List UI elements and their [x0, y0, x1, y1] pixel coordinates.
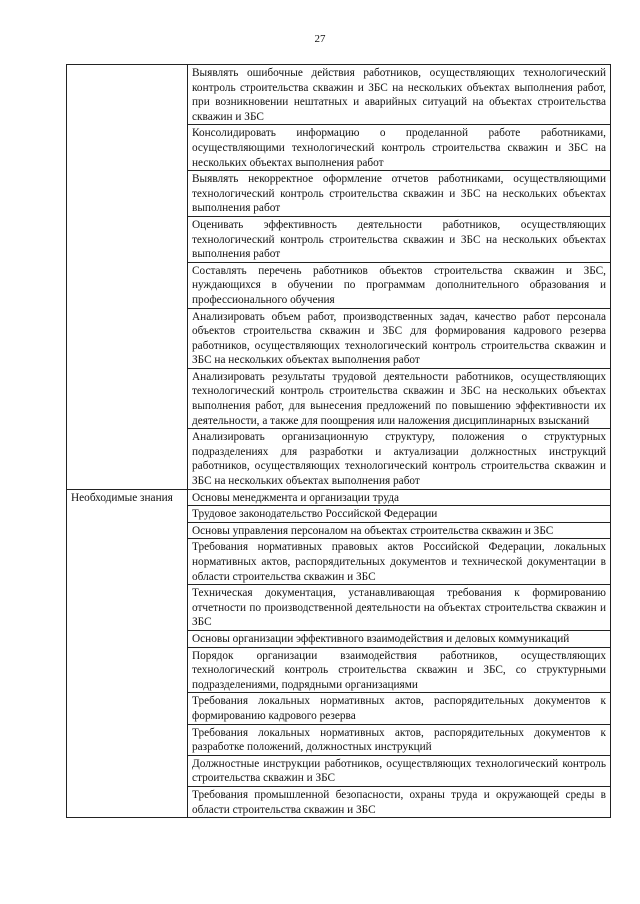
page-number: 27: [314, 33, 326, 45]
requirement-item: Анализировать организационную структуру, положения о структурных подразделениях для разработки и актуализации должностных инструкций работников, осуществляющих технологический контроль строительства скважин и ЗБС на нескольких объектах выполнения работ: [188, 429, 611, 489]
requirement-item: Требования промышленной безопасности, охраны труда и окружающей среды в области строительства скважин и ЗБС: [188, 786, 611, 817]
requirement-item: Оценивать эффективность деятельности работников, осуществляющих технологический контроль строительства скважин и ЗБС на нескольких объектах выполнения работ: [188, 216, 611, 262]
requirement-item: Порядок организации взаимодействия работников, осуществляющих технологический контроль строительства скважин и ЗБС, со структурными подразделениями, подрядными организациями: [188, 647, 611, 693]
requirements-table-body: [67, 65, 611, 818]
requirement-item: Трудовое законодательство Российской Федерации: [188, 506, 611, 523]
requirement-item: Основы организации эффективного взаимодействия и деловых коммуникаций: [188, 630, 611, 647]
table-row: [67, 489, 611, 506]
requirement-item: Требования локальных нормативных актов, распорядительных документов к разработке положений, должностных инструкций: [188, 724, 611, 755]
table-row: [67, 65, 611, 125]
requirement-item: Основы менеджмента и организации труда: [188, 489, 611, 506]
requirement-item: Составлять перечень работников объектов строительства скважин и ЗБС, нуждающихся в обучении по программам дополнительного образования и профессионального обучения: [188, 262, 611, 308]
requirement-item: Должностные инструкции работников, осуществляющих технологический контроль строительства скважин и ЗБС: [188, 755, 611, 786]
section-label: Необходимые знания: [67, 489, 188, 817]
section-label: [67, 65, 188, 490]
requirement-item: Выявлять некорректное оформление отчетов работниками, осуществляющими технологический контроль строительства скважин и ЗБС на нескольких объектах выполнения работ: [188, 171, 611, 217]
requirement-item: Анализировать результаты трудовой деятельности работников, осуществляющих технологический контроль строительства скважин и ЗБС на нескольких объектах выполнения работ, для вынесения предложений по повышению эффективности их деятельности, а также для поощрения или наложения дисциплинарных взысканий: [188, 368, 611, 428]
requirement-item: Техническая документация, устанавливающая требования к формированию отчетности по производственной деятельности на объектах строительства скважин и ЗБС: [188, 585, 611, 631]
requirement-item: Консолидировать информацию о проделанной работе работниками, осуществляющими технологический контроль строительства скважин и ЗБС на нескольких объектах выполнения работ: [188, 125, 611, 171]
requirement-item: Требования локальных нормативных актов, распорядительных документов к формированию кадрового резерва: [188, 693, 611, 724]
requirement-item: Анализировать объем работ, производственных задач, качество работ персонала объектов строительства скважин и ЗБС для формирования кадрового резерва работников, осуществляющих технологический контроль строительства скважин и ЗБС на нескольких объектах выполнения работ: [188, 308, 611, 368]
requirement-item: Выявлять ошибочные действия работников, осуществляющих технологический контроль строительства скважин и ЗБС на нескольких объектах выполнения работ, при возникновении нештатных и аварийных ситуаций на объектах строительства скважин и ЗБС: [188, 65, 611, 125]
requirement-item: Основы управления персоналом на объектах строительства скважин и ЗБС: [188, 522, 611, 539]
requirements-table: [66, 64, 611, 818]
requirement-item: Требования нормативных правовых актов Российской Федерации, локальных нормативных актов, распорядительных документов и технической документации в области строительства скважин и ЗБС: [188, 539, 611, 585]
